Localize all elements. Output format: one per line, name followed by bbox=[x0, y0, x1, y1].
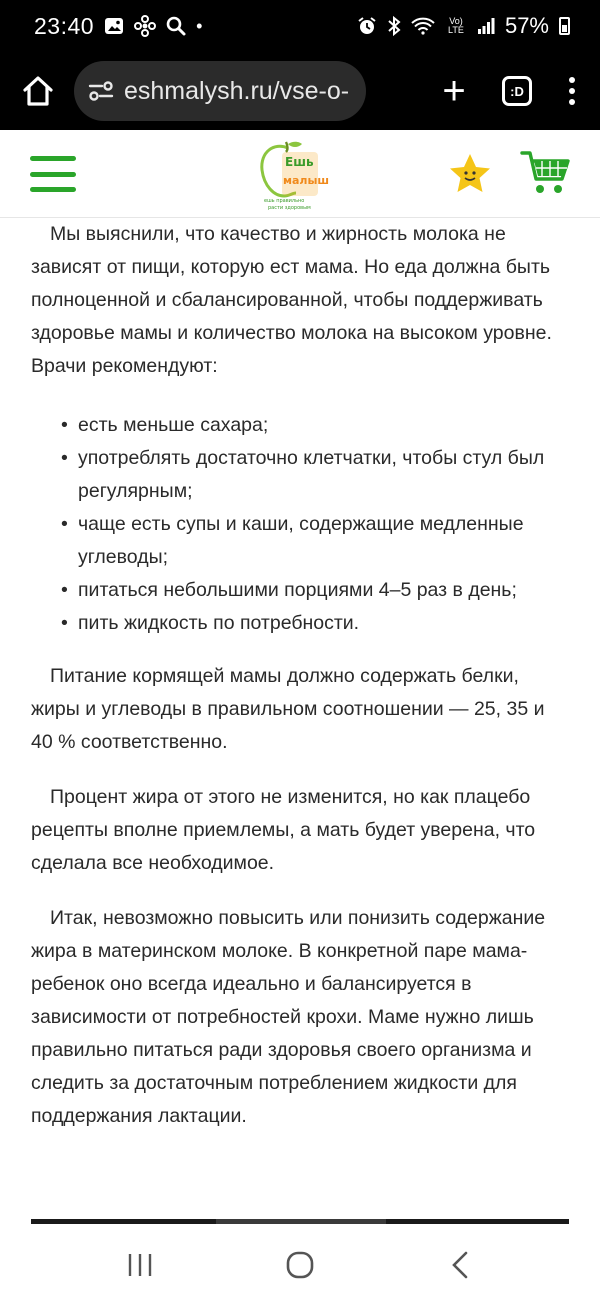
logo-word-1: Ешь bbox=[285, 155, 314, 169]
favorites-star-button[interactable] bbox=[448, 152, 492, 196]
cart-button[interactable] bbox=[520, 148, 572, 198]
network-label: Vo) LTE bbox=[448, 16, 464, 35]
more-menu-button[interactable] bbox=[562, 77, 582, 105]
signal-icon bbox=[477, 17, 495, 35]
logo-word-2: малыш bbox=[283, 174, 330, 187]
bluetooth-icon bbox=[387, 16, 401, 36]
status-left bbox=[34, 13, 202, 40]
svg-text:ешь правильно: ешь правильно bbox=[264, 198, 305, 204]
new-tab-button[interactable]: + bbox=[442, 69, 466, 113]
list-item: • пить жидкость по потребности. bbox=[61, 607, 571, 640]
pinwheel-icon bbox=[134, 15, 156, 37]
gallery-icon bbox=[104, 17, 124, 35]
status-bar bbox=[0, 0, 600, 52]
system-nav-bar bbox=[0, 1230, 600, 1299]
alarm-icon bbox=[357, 16, 377, 36]
home-icon bbox=[21, 74, 55, 108]
recent-apps-button[interactable] bbox=[110, 1245, 170, 1285]
status-time: 23:40 bbox=[34, 12, 95, 39]
browser-actions bbox=[436, 71, 582, 111]
address-bar[interactable] bbox=[74, 61, 366, 121]
svg-text:расти здоровым: расти здоровым bbox=[268, 205, 311, 211]
list-item: • употреблять достаточно клетчатки, чтобы стул был регулярным; bbox=[61, 442, 571, 508]
content-divider bbox=[31, 1219, 569, 1224]
star-icon bbox=[448, 152, 492, 196]
search-icon bbox=[166, 16, 186, 36]
hamburger-menu-button[interactable] bbox=[30, 156, 76, 192]
cart-icon bbox=[520, 148, 572, 198]
battery-percent: 57% bbox=[504, 13, 549, 38]
list-item: • чаще есть супы и каши, содержащие медленные углеводы; bbox=[61, 508, 571, 574]
site-settings-icon[interactable] bbox=[88, 80, 114, 102]
battery-icon bbox=[559, 17, 570, 35]
list-item: • есть меньше сахара; bbox=[61, 409, 571, 442]
wifi-icon bbox=[411, 17, 435, 35]
home-nav-button[interactable] bbox=[270, 1245, 330, 1285]
home-circle-icon bbox=[286, 1251, 314, 1279]
notification-dot: • bbox=[196, 16, 203, 36]
url-text[interactable]: eshmalysh.ru/vse-o- bbox=[124, 76, 350, 105]
back-icon bbox=[450, 1251, 470, 1279]
browser-toolbar bbox=[0, 52, 600, 130]
paragraph-placebo: Процент жира от этого не изменится, но как плацебо рецепты вполне приемлемы, а мать будет уверена, что сделала все необходимое. bbox=[31, 786, 536, 874]
status-right bbox=[357, 13, 570, 39]
site-header bbox=[0, 130, 600, 218]
site-logo[interactable] bbox=[258, 138, 330, 212]
paragraph-intro: Мы выяснили, что качество и жирность молока не зависят от пищи, которую ест мама. Но еда должна быть полноценной и сбалансированной, чтобы поддерживать здоровье мамы и количество молока на высоком уровне. Врачи рекомендуют: bbox=[31, 223, 552, 377]
paragraph-conclusion: Итак, невозможно повысить или понизить содержание жира в материнском молоке. В конкретной паре мама-ребенок оно всегда идеально и балансируется в зависимости от потребностей крохи. Маме нужно лишь правильно питаться ради здоровья своего организма и следить за достаточным потреблением жидкости для поддержания лактации. bbox=[31, 907, 546, 1127]
home-button[interactable] bbox=[18, 71, 58, 111]
recents-icon bbox=[126, 1252, 154, 1278]
back-button[interactable] bbox=[430, 1245, 490, 1285]
article-body bbox=[31, 218, 571, 1133]
list-item: • питаться небольшими порциями 4–5 раз в день; bbox=[61, 574, 571, 607]
tab-switcher-button[interactable]: :D bbox=[502, 76, 532, 106]
recommendations-list bbox=[61, 409, 571, 640]
paragraph-nutrients: Питание кормящей мамы должно содержать белки, жиры и углеводы в правильном соотношении — 25, 35 и 40 % соответственно. bbox=[31, 665, 545, 753]
